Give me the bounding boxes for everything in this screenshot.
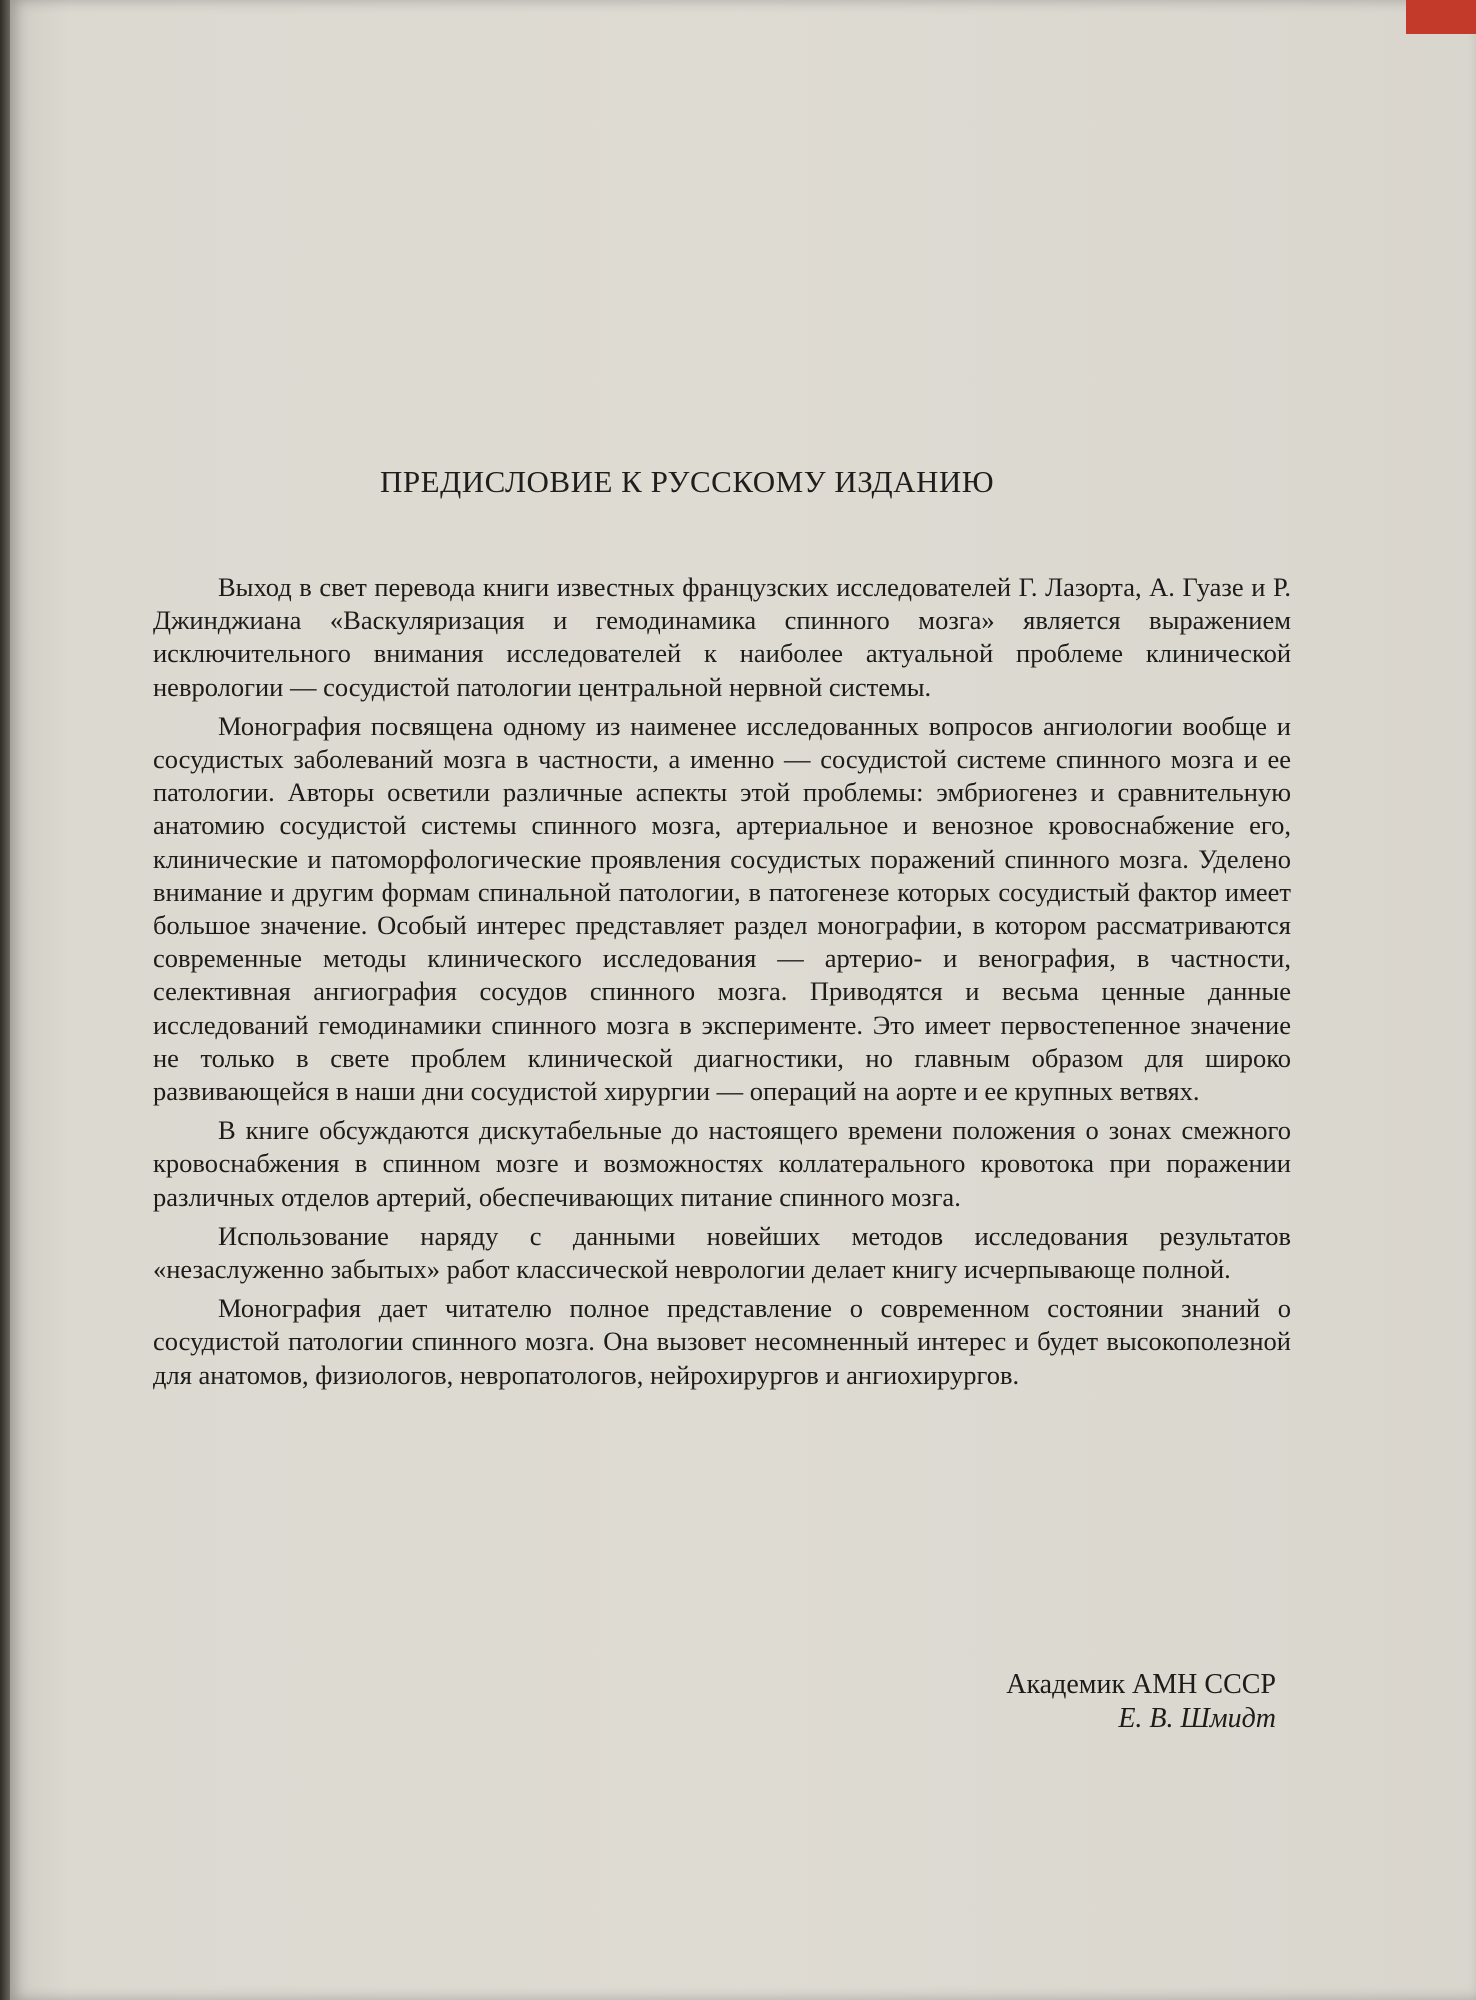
- signature-block: [1006, 1668, 1276, 1736]
- paragraph: Выход в свет перевода книги известных французских исследователей Г. Лазорта, А. Гуазе и Р. Джинджиана «Васкуляризация и гемодинамика спинного мозга» является выражением исключительного внимания исследователей к наиболее актуальной проблеме клинической неврологии — сосудистой патологии центральной нервной системы.: [153, 572, 1291, 702]
- signature-position: Академик АМН СССР: [1006, 1669, 1276, 1700]
- paragraph: Использование наряду с данными новейших методов исследования результатов «незаслуженно забытых» работ классической неврологии делает книгу исчерпывающе полной.: [153, 1220, 1291, 1285]
- paragraph: В книге обсуждаются дискутабельные до настоящего времени положения о зонах смежного кровоснабжения в спинном мозге и возможностях коллатерального кровотока при поражении различных отделов артерий, обеспечивающих питание спинного мозга.: [153, 1115, 1291, 1212]
- paragraph: Монография дает читателю полное представление о современном состоянии знаний о сосудистой патологии спинного мозга. Она вызовет несомненный интерес и будет высокополезной для анатомов, физиологов, невропатологов, нейрохирургов и ангиохирургов.: [153, 1293, 1291, 1390]
- preface-body: [153, 571, 1291, 1392]
- cover-corner: [1406, 0, 1476, 34]
- page-title: ПРЕДИСЛОВИЕ К РУССКОМУ ИЗДАНИЮ: [380, 464, 995, 499]
- signature-name: Е. В. Шмидт: [1118, 1703, 1276, 1734]
- book-spine-edge: [0, 0, 10, 2000]
- paragraph: Монография посвящена одному из наименее исследованных вопросов ангиологии вообще и сосудистых заболеваний мозга в частности, а именно — сосудистой системе спинного мозга и ее патологии. Авторы осветили различные аспекты этой проблемы: эмбриогенез и сравнительную анатомию сосудистой системы спинного мозга, артериальное и венозное кровоснабжение его, клинические и патоморфологические проявления сосудистых поражений спинного мозга. Уделено внимание и другим формам спинальной патологии, в патогенезе которых сосудистый фактор имеет большое значение. Особый интерес представляет раздел монографии, в котором рассматриваются современные методы клинического исследования — артерио- и венография, в частности, селективная ангиография сосудов спинного мозга. Приводятся и весьма ценные данные исследований гемодинамики спинного мозга в эксперименте. Это имеет первостепенное значение не только в свете проблем клинической диагностики, но главным образом для широко развивающейся в наши дни сосудистой хирургии — операций на аорте и ее крупных ветвях.: [153, 710, 1291, 1107]
